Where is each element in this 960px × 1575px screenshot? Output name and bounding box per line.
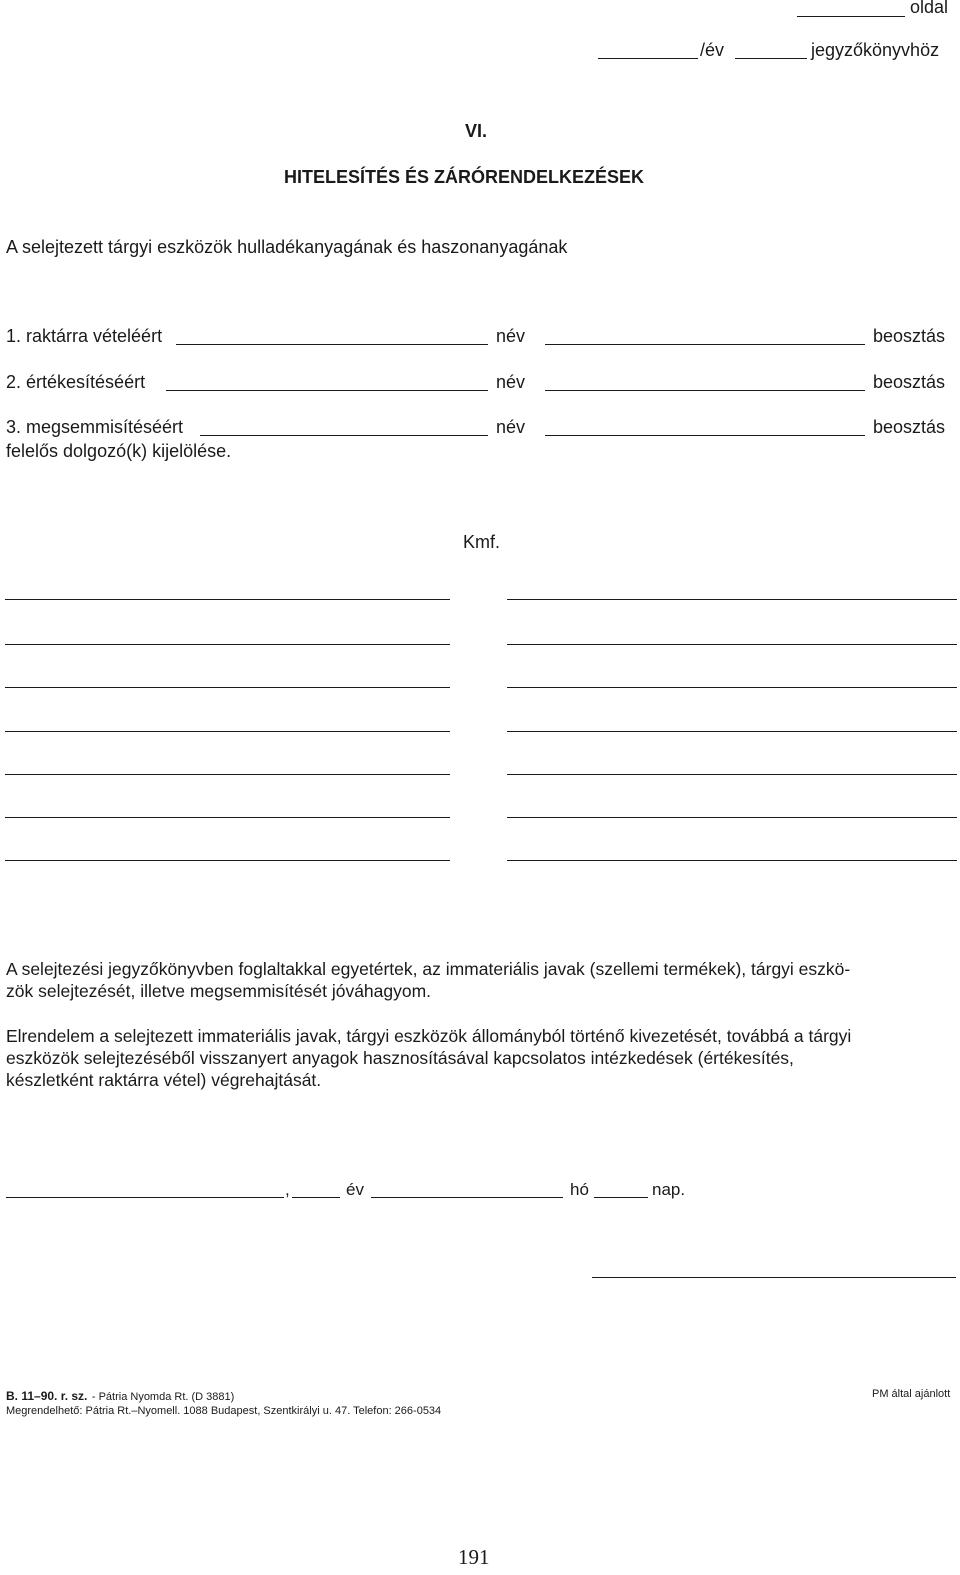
date-day-field[interactable] <box>594 1197 648 1198</box>
approval-line-2: zök selejtezését, illetve megsemmisítését jóváhagyom. <box>6 981 432 1001</box>
signature-line[interactable] <box>507 644 957 645</box>
responsible-2-label: 2. értékesítéséért <box>6 372 146 392</box>
signature-line[interactable] <box>507 687 957 688</box>
date-day-label: nap. <box>652 1180 686 1199</box>
signature-line[interactable] <box>507 599 957 600</box>
date-year-field[interactable] <box>292 1197 340 1198</box>
responsible-3-position-label: beosztás <box>873 417 946 437</box>
date-place-field[interactable] <box>6 1197 284 1198</box>
page-label: oldal <box>910 0 949 17</box>
signature-line[interactable] <box>5 731 450 732</box>
date-month-field[interactable] <box>371 1197 563 1198</box>
responsible-1-name-field[interactable] <box>545 344 865 345</box>
year-separator-label: /év <box>700 40 725 60</box>
approver-signature-line[interactable] <box>592 1277 956 1278</box>
responsibles-footer: felelős dolgozó(k) kijelölése. <box>6 441 232 461</box>
responsible-3-name-label: név <box>496 417 526 437</box>
responsible-2-position-label: beosztás <box>873 372 946 392</box>
signature-line[interactable] <box>507 774 957 775</box>
responsible-2-field[interactable] <box>166 390 488 391</box>
date-comma: , <box>285 1180 290 1199</box>
date-month-label: hó <box>570 1180 589 1199</box>
responsible-1-label: 1. raktárra vételéért <box>6 326 163 346</box>
printer-info: - Pátria Nyomda Rt. (D 3881) <box>91 1391 235 1403</box>
protocol-label: jegyzőkönyvhöz <box>811 40 940 60</box>
kmf-label: Kmf. <box>463 532 501 552</box>
responsible-3-field[interactable] <box>200 435 488 436</box>
responsible-3-name-field[interactable] <box>545 435 865 436</box>
approval-line-1: A selejtezési jegyzőkönyvben foglaltakkal egyetértek, az immateriális javak (szellemi termékek), tárgyi eszkö- <box>6 959 851 979</box>
form-code <box>6 1387 234 1405</box>
signature-line[interactable] <box>5 817 450 818</box>
responsible-1-name-label: név <box>496 326 526 346</box>
order-info: Megrendelhető: Pátria Rt.–Nyomell. 1088 Budapest, Szentkirályi u. 47. Telefon: 266-0534 <box>6 1405 442 1417</box>
protocol-year-field[interactable] <box>735 58 807 59</box>
signature-line[interactable] <box>5 687 450 688</box>
signature-line[interactable] <box>5 599 450 600</box>
section-number: VI. <box>465 121 488 141</box>
signature-line[interactable] <box>507 860 957 861</box>
responsible-3-label: 3. megsemmisítéséért <box>6 417 184 437</box>
protocol-number-field[interactable] <box>598 58 698 59</box>
recommended-label: PM által ajánlott <box>872 1388 951 1400</box>
responsible-1-field[interactable] <box>176 344 488 345</box>
signature-line[interactable] <box>507 817 957 818</box>
page-number: 191 <box>458 1545 490 1569</box>
signature-line[interactable] <box>5 774 450 775</box>
order-paragraph <box>6 1025 952 1091</box>
order-line-3: készletként raktárra vétel) végrehajtását. <box>6 1070 322 1090</box>
responsible-2-name-label: név <box>496 372 526 392</box>
signature-line[interactable] <box>5 644 450 645</box>
intro-text: A selejtezett tárgyi eszközök hulladékanyagának és haszonanyagának <box>6 237 568 257</box>
page-number-field[interactable] <box>797 16 905 17</box>
signature-line[interactable] <box>507 731 957 732</box>
signature-line[interactable] <box>5 860 450 861</box>
section-title: HITELESÍTÉS ÉS ZÁRÓRENDELKEZÉSEK <box>284 167 645 187</box>
form-code-number: B. 11–90. r. sz. <box>6 1389 88 1403</box>
responsible-1-position-label: beosztás <box>873 326 946 346</box>
order-line-2: eszközök selejtezéséből visszanyert anyagok hasznosításával kapcsolatos intézkedések (értékesítés, <box>6 1048 794 1068</box>
responsible-2-name-field[interactable] <box>545 390 865 391</box>
date-year-label: év <box>346 1180 364 1199</box>
approval-paragraph <box>6 958 952 1002</box>
order-line-1: Elrendelem a selejtezett immateriális javak, tárgyi eszközök állományból történő kivezetését, továbbá a tárgyi <box>6 1026 852 1046</box>
